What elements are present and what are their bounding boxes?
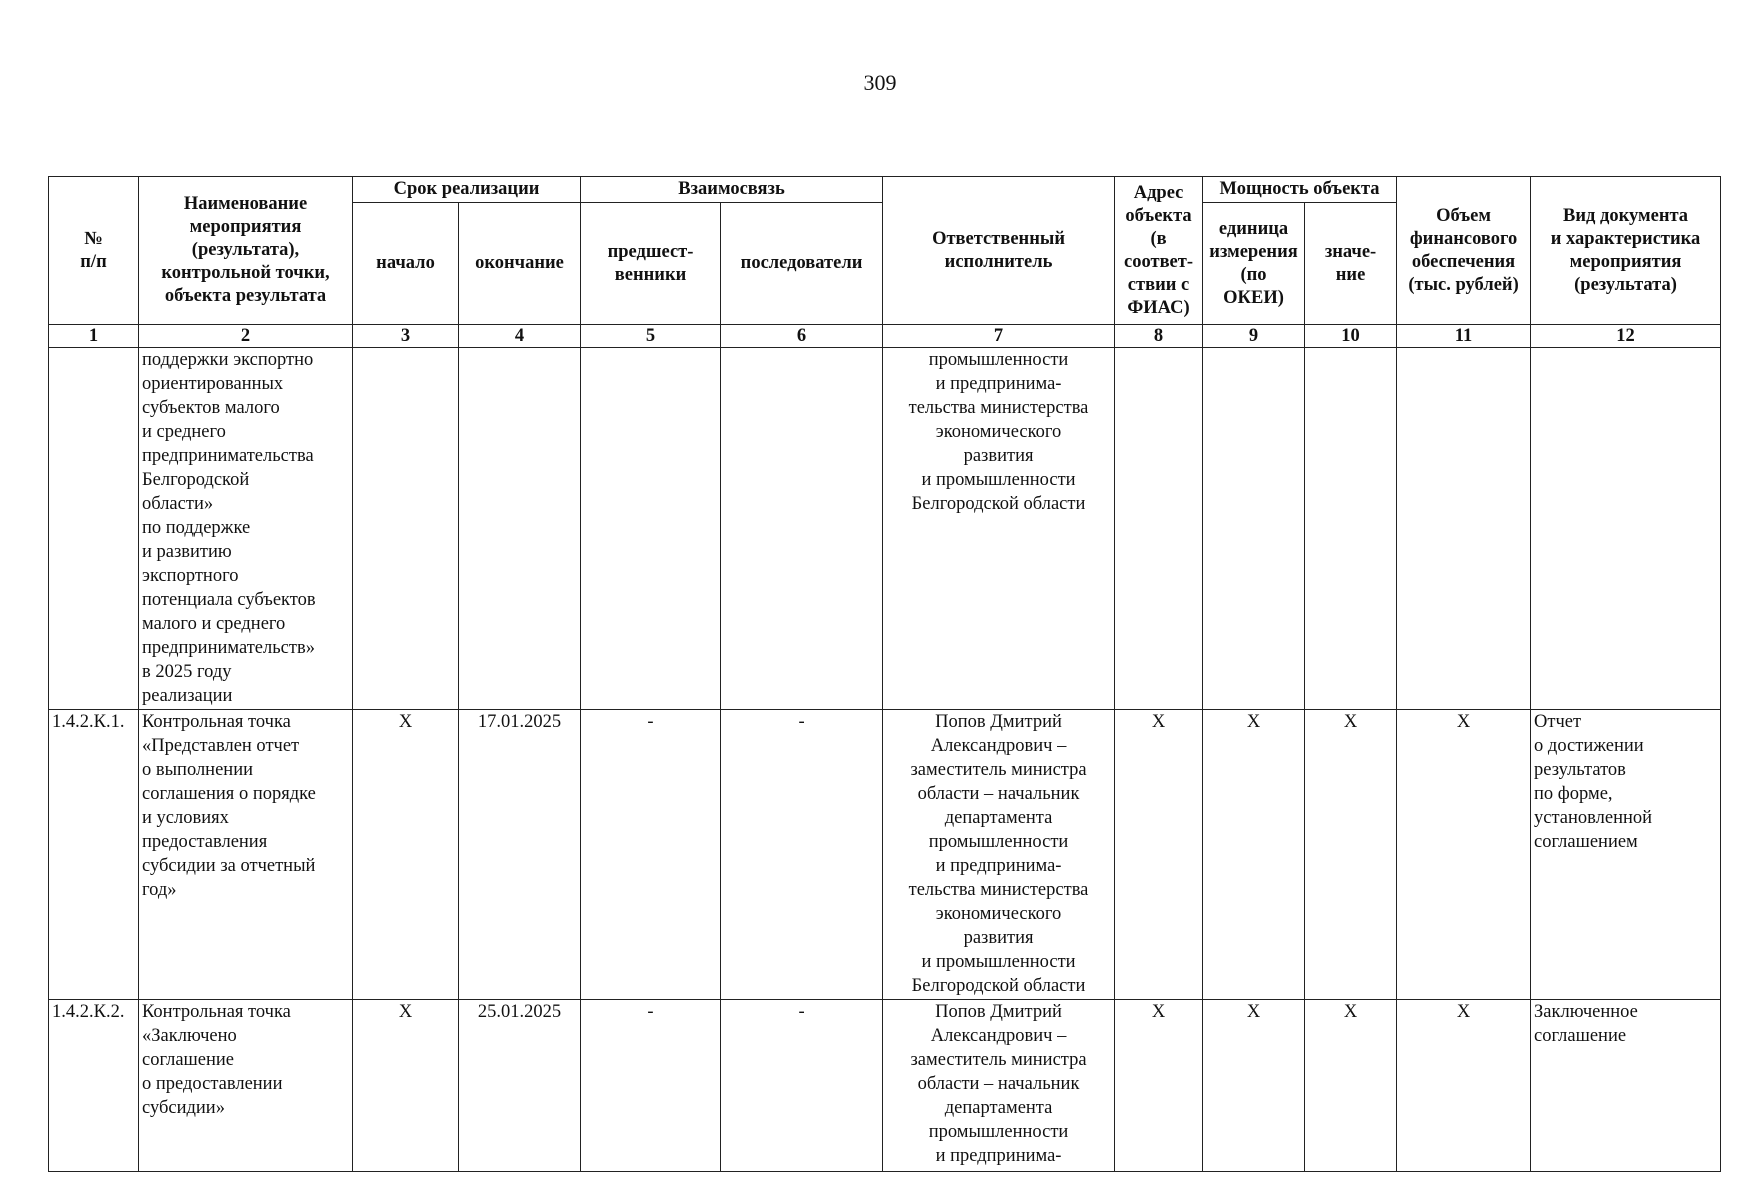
row-start: X <box>353 710 459 1000</box>
page-number: 309 <box>863 70 897 95</box>
row-predecessors: - <box>581 710 721 1000</box>
row-end: 17.01.2025 <box>459 710 581 1000</box>
header-capacity-unit: единица измерения (по ОКЕИ) <box>1203 203 1305 325</box>
row-responsible: Попов Дмитрий Александрович – заместитель министра области – начальник департамента промышленности и предпринима- тельства министерства экономического развития и промышленности Белгородской области <box>883 710 1115 1000</box>
row-number: 1.4.2.К.2. <box>49 1000 139 1172</box>
row-unit <box>1203 348 1305 710</box>
column-number: 8 <box>1115 325 1203 348</box>
column-number: 10 <box>1305 325 1397 348</box>
column-number-row <box>49 325 1721 348</box>
column-number: 12 <box>1531 325 1721 348</box>
row-number <box>49 348 139 710</box>
header-no: № п/п <box>49 177 139 325</box>
header-link-group: Взаимосвязь <box>581 177 883 203</box>
row-successors: - <box>721 710 883 1000</box>
row-finance: X <box>1397 710 1531 1000</box>
column-number: 5 <box>581 325 721 348</box>
table-row <box>49 710 1721 1000</box>
row-address: X <box>1115 1000 1203 1172</box>
header-row-1 <box>49 177 1721 203</box>
header-capacity-group: Мощность объекта <box>1203 177 1397 203</box>
row-unit: X <box>1203 1000 1305 1172</box>
row-name: поддержки экспортно ориентированных субъектов малого и среднего предпринимательства Белгородской области» по поддержке и развитию экспортного потенциала субъектов малого и среднего предпринимательств» в 2025 году реализации <box>139 348 353 710</box>
header-link-succ: последователи <box>721 203 883 325</box>
column-number: 2 <box>139 325 353 348</box>
row-value: X <box>1305 710 1397 1000</box>
row-finance: X <box>1397 1000 1531 1172</box>
column-number: 11 <box>1397 325 1531 348</box>
row-end: 25.01.2025 <box>459 1000 581 1172</box>
row-address: X <box>1115 710 1203 1000</box>
column-number: 1 <box>49 325 139 348</box>
row-successors <box>721 348 883 710</box>
row-document <box>1531 348 1721 710</box>
row-name: Контрольная точка «Заключено соглашение о предоставлении субсидии» <box>139 1000 353 1172</box>
header-link-pred: предшест- венники <box>581 203 721 325</box>
header-term-end: окончание <box>459 203 581 325</box>
implementation-plan-table <box>48 176 1721 1172</box>
header-responsible: Ответственный исполнитель <box>883 177 1115 325</box>
row-end <box>459 348 581 710</box>
header-term-group: Срок реализации <box>353 177 581 203</box>
header-address: Адрес объекта (в соответ- ствии с ФИАС) <box>1115 177 1203 325</box>
header-capacity-value: значе- ние <box>1305 203 1397 325</box>
row-number: 1.4.2.К.1. <box>49 710 139 1000</box>
row-finance <box>1397 348 1531 710</box>
table-row <box>49 1000 1721 1172</box>
row-start <box>353 348 459 710</box>
column-number: 4 <box>459 325 581 348</box>
column-number: 3 <box>353 325 459 348</box>
row-value <box>1305 348 1397 710</box>
row-name: Контрольная точка «Представлен отчет о выполнении соглашения о порядке и условиях предоставления субсидии за отчетный год» <box>139 710 353 1000</box>
row-unit: X <box>1203 710 1305 1000</box>
header-name: Наименование мероприятия (результата), контрольной точки, объекта результата <box>139 177 353 325</box>
row-predecessors <box>581 348 721 710</box>
column-number: 9 <box>1203 325 1305 348</box>
row-successors: - <box>721 1000 883 1172</box>
row-value: X <box>1305 1000 1397 1172</box>
header-term-start: начало <box>353 203 459 325</box>
table-row <box>49 348 1721 710</box>
row-predecessors: - <box>581 1000 721 1172</box>
row-document: Заключенное соглашение <box>1531 1000 1721 1172</box>
header-finance: Объем финансового обеспечения (тыс. рублей) <box>1397 177 1531 325</box>
row-document: Отчет о достижении результатов по форме, установленной соглашением <box>1531 710 1721 1000</box>
column-number: 6 <box>721 325 883 348</box>
row-responsible: промышленности и предпринима- тельства министерства экономического развития и промышленности Белгородской области <box>883 348 1115 710</box>
row-responsible: Попов Дмитрий Александрович – заместитель министра области – начальник департамента промышленности и предпринима- <box>883 1000 1115 1172</box>
column-number: 7 <box>883 325 1115 348</box>
header-doc-type: Вид документа и характеристика мероприятия (результата) <box>1531 177 1721 325</box>
row-start: X <box>353 1000 459 1172</box>
row-address <box>1115 348 1203 710</box>
